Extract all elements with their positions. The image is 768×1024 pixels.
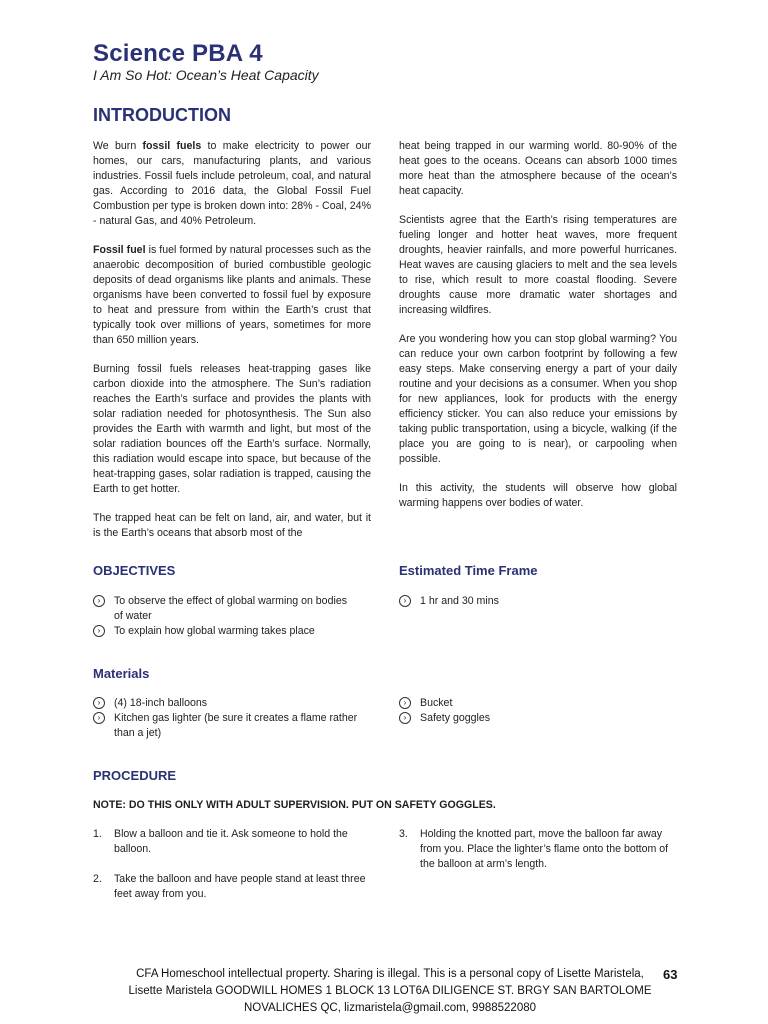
page-subtitle: I Am So Hot: Ocean’s Heat Capacity (93, 67, 319, 83)
footer-line-2: Lisette Maristela GOODWILL HOMES 1 BLOCK 13 LOT6A DILIGENCE ST. BRGY SAN BARTOLOME (128, 985, 652, 997)
safety-note: NOTE: DO THIS ONLY WITH ADULT SUPERVISION. PUT ON SAFETY GOGGLES. (93, 799, 496, 811)
intro-paragraph-7: Are you wondering how you can stop global warming? You can reduce your own carbon footprint by following a few easy steps. Make conserving energy a part of your daily routine and your decisions as a consumer. When you shop for new appliances, look for products with the energy efficiency sticker. You can also reduce your emissions by taking public transportation, using a bicycle, walking (if the place you are going to is near), or carpooling when possible. (399, 333, 677, 465)
circled-chevron-right-icon: › (399, 697, 411, 709)
page-title: Science PBA 4 (93, 40, 263, 67)
objectives-list (93, 594, 353, 639)
list-item: › Safety goggles (399, 711, 659, 726)
time-frame-list (399, 594, 659, 609)
intro-paragraph-4: The trapped heat can be felt on land, air, and water, but it is the Earth’s oceans that absorb most of the (93, 512, 371, 539)
procedure-step: 3. Holding the knotted part, move the balloon far away from you. Place the lighter’s flame onto the bottom of the balloon at arm’s length. (399, 828, 669, 870)
introduction-left-column (93, 139, 371, 555)
intro-paragraph-8: In this activity, the students will observe how global warming happens over bodies of water. (399, 482, 677, 509)
procedure-step: 1. Blow a balloon and tie it. Ask someone to hold the balloon. (93, 828, 348, 855)
procedure-heading: PROCEDURE (93, 768, 177, 783)
introduction-right-column (399, 139, 677, 525)
fossil-fuels-term: fossil fuels (142, 140, 202, 152)
circled-chevron-right-icon: › (93, 595, 105, 607)
intro-paragraph-1: We burn fossil fuels to make electricity to power our homes, our cars, manufacturing plants, and various industries. Fossil fuels include petroleum, coal, and natural gas. According to 2016 data, the Global Fossil Fuel Combustion per type is broken down into: 28% - Coal, 24% - natural Gas, and 40% Petroleum. (93, 140, 371, 227)
procedure-steps-right (399, 827, 679, 887)
list-item: › Kitchen gas lighter (be sure it creates a flame rather than a jet) (93, 711, 358, 741)
list-item: › To explain how global warming takes place (93, 624, 353, 639)
footer-line-3: NOVALICHES QC, lizmaristela@gmail.com, 9988522080 (243, 1002, 537, 1014)
intro-paragraph-3: Burning fossil fuels releases heat-trapping gases like carbon dioxide into the atmosphere. The Sun’s radiation reaches the Earth’s surface and provides the plants with solar radiation needed for photosynthesis. The Sun also provides the Earth with warmth and light, but most of the solar radiation bounces off the Earth’s surface. Normally, this radiation would escape into space, but because of the heat-trapping gases, solar radiation is trapped, causing the Earth to get hotter. (93, 363, 371, 495)
circled-chevron-right-icon: › (93, 697, 105, 709)
circled-chevron-right-icon: › (399, 595, 411, 607)
footer-line-1: CFA Homeschool intellectual property. Sharing is illegal. This is a personal copy of Lisette Maristela, (136, 968, 644, 980)
materials-heading: Materials (93, 666, 150, 681)
list-item: › (4) 18-inch balloons (93, 696, 358, 711)
introduction-heading: INTRODUCTION (93, 105, 231, 125)
intro-paragraph-2: Fossil fuel is fuel formed by natural processes such as the anaerobic decomposition of buried combustible geologic deposits of dead organisms like plants and animals. These organisms have been converted to fossil fuel by exposure to heat and pressure from within the Earth’s crust that typically took over millions of years, sometimes for more than 650 million years. (93, 244, 371, 346)
circled-chevron-right-icon: › (399, 712, 411, 724)
fossil-fuel-term: Fossil fuel (93, 244, 146, 256)
circled-chevron-right-icon: › (93, 712, 105, 724)
time-frame-heading: Estimated Time Frame (399, 563, 538, 578)
intro-paragraph-5: heat being trapped in our warming world. 80-90% of the heat goes to the oceans. Oceans can absorb 1000 times more heat than the atmosphere because of the ocean’s heat capacity. (399, 140, 677, 197)
procedure-steps-left (93, 827, 368, 917)
materials-list-left (93, 696, 358, 741)
list-item: › To observe the effect of global warming on bodies of water (93, 594, 353, 624)
copyright-footer (70, 966, 710, 1017)
materials-list-right (399, 696, 659, 726)
procedure-step: 2. Take the balloon and have people stand at least three feet away from you. (93, 873, 366, 900)
objectives-heading: OBJECTIVES (93, 563, 176, 578)
circled-chevron-right-icon: › (93, 625, 105, 637)
page-number: 63 (663, 967, 678, 982)
list-item: › 1 hr and 30 mins (399, 594, 659, 609)
intro-paragraph-6: Scientists agree that the Earth’s rising temperatures are fueling longer and hotter heat waves, more frequent droughts, heavier rainfalls, and more powerful hurricanes. Heat waves are causing glaciers to melt and the sea levels to rise, which result to more coastal flooding. Severe droughts cause more dramatic water shortages and increasing wildfires. (399, 214, 677, 316)
list-item: › Bucket (399, 696, 659, 711)
